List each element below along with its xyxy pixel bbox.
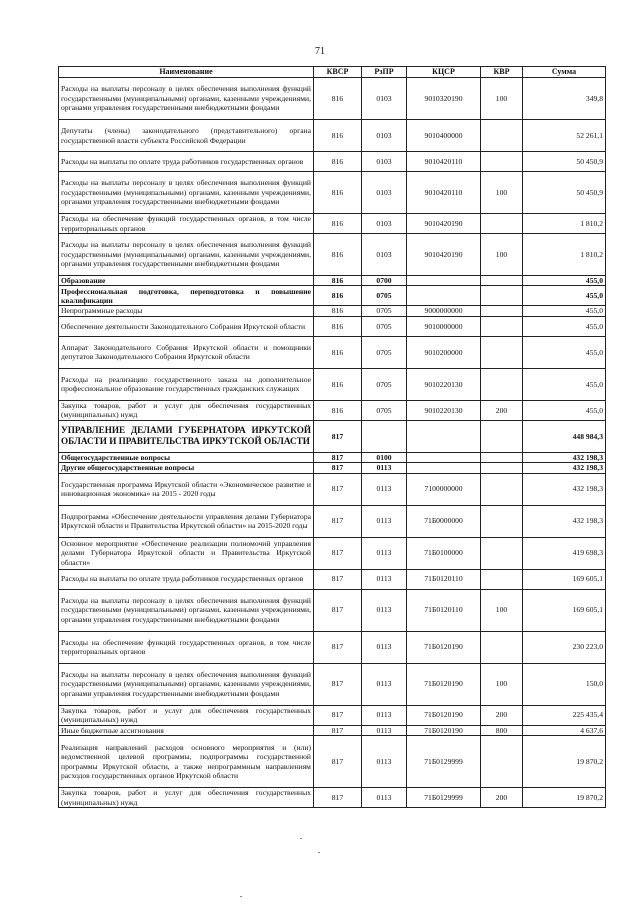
- cell-kvsr: 817: [314, 452, 362, 462]
- cell-kcsr: 9010420110: [407, 172, 481, 214]
- cell-kvsr: 817: [314, 725, 362, 735]
- cell-rzpr: 0103: [362, 172, 407, 214]
- cell-kcsr: 71Б0120110: [407, 589, 481, 631]
- cell-kvr: [481, 463, 523, 473]
- cell-kvr: 100: [481, 589, 523, 631]
- cell-sum: 432 198,3: [523, 505, 606, 537]
- cell-kvsr: 816: [314, 400, 362, 420]
- cell-rzpr: 0113: [362, 473, 407, 505]
- cell-name: Государственная программа Иркутской области «Экономическое развитие и инновационная экономика» на 2015 - 2020 годы: [59, 473, 314, 505]
- table-row: [59, 420, 606, 452]
- cell-kvsr: 816: [314, 172, 362, 214]
- cell-kvsr: 817: [314, 505, 362, 537]
- table-row: [59, 276, 606, 286]
- cell-kvr: [481, 286, 523, 306]
- cell-kvr: [481, 316, 523, 336]
- cell-kvr: [481, 569, 523, 589]
- cell-kcsr: [407, 463, 481, 473]
- cell-rzpr: 0103: [362, 214, 407, 234]
- cell-sum: 50 450,9: [523, 172, 606, 214]
- cell-kvr: [481, 306, 523, 316]
- table-row: [59, 452, 606, 462]
- cell-kvsr: 817: [314, 537, 362, 569]
- cell-name: Другие общегосударственные вопросы: [59, 463, 314, 473]
- cell-sum: 455,0: [523, 316, 606, 336]
- cell-kvr: [481, 120, 523, 152]
- table-row: [59, 368, 606, 400]
- table-row: [59, 505, 606, 537]
- cell-name: Основное мероприятие «Обеспечение реализации полномочий управления делами Губернатора Иркутской области и Правительства Иркутской области»: [59, 537, 314, 569]
- cell-name: Аппарат Законодательного Собрания Иркутской области и помощники депутатов Законодательного Собрания Иркутской области: [59, 336, 314, 368]
- cell-kvr: 100: [481, 234, 523, 276]
- table-row: [59, 589, 606, 631]
- cell-kcsr: 71Б0129999: [407, 736, 481, 788]
- table-row: [59, 120, 606, 152]
- cell-name: УПРАВЛЕНИЕ ДЕЛАМИ ГУБЕРНАТОРА ИРКУТСКОЙ ОБЛАСТИ И ПРАВИТЕЛЬСТВА ИРКУТСКОЙ ОБЛАСТИ: [59, 420, 314, 452]
- cell-kvr: 800: [481, 725, 523, 735]
- cell-sum: 1 810,2: [523, 234, 606, 276]
- cell-kvsr: 817: [314, 663, 362, 705]
- cell-rzpr: 0705: [362, 306, 407, 316]
- cell-sum: 1 810,2: [523, 214, 606, 234]
- table-row: [59, 172, 606, 214]
- cell-kcsr: 71Б0120190: [407, 725, 481, 735]
- cell-kcsr: [407, 286, 481, 306]
- table-row: [59, 214, 606, 234]
- cell-rzpr: 0113: [362, 537, 407, 569]
- cell-sum: 169 605,1: [523, 589, 606, 631]
- cell-kcsr: 9010220130: [407, 400, 481, 420]
- cell-rzpr: 0700: [362, 276, 407, 286]
- cell-rzpr: 0705: [362, 316, 407, 336]
- cell-kvsr: 817: [314, 705, 362, 725]
- cell-kcsr: 7100000000: [407, 473, 481, 505]
- cell-kcsr: 71Б0129999: [407, 788, 481, 808]
- cell-name: Закупка товаров, работ и услуг для обеспечения государственных (муниципальных) нужд: [59, 788, 314, 808]
- table-row: [59, 569, 606, 589]
- cell-kvsr: 816: [314, 368, 362, 400]
- cell-sum: 432 198,3: [523, 473, 606, 505]
- cell-rzpr: 0113: [362, 736, 407, 788]
- cell-name: Профессиональная подготовка, переподготовка и повышение квалификации: [59, 286, 314, 306]
- cell-kvr: [481, 276, 523, 286]
- cell-kcsr: 9010420190: [407, 214, 481, 234]
- cell-rzpr: 0113: [362, 589, 407, 631]
- cell-kcsr: 71Б0120190: [407, 663, 481, 705]
- cell-rzpr: 0705: [362, 400, 407, 420]
- cell-rzpr: 0113: [362, 725, 407, 735]
- cell-kvr: [481, 152, 523, 172]
- cell-kvsr: 816: [314, 120, 362, 152]
- table-row: [59, 705, 606, 725]
- cell-kvr: 200: [481, 705, 523, 725]
- page-number: 71: [315, 46, 325, 57]
- column-header-sum: Сумма: [523, 67, 606, 78]
- cell-rzpr: 0100: [362, 452, 407, 462]
- table-row: [59, 400, 606, 420]
- cell-rzpr: 0113: [362, 569, 407, 589]
- cell-rzpr: 0113: [362, 505, 407, 537]
- cell-sum: 419 698,3: [523, 537, 606, 569]
- budget-table: [58, 66, 606, 808]
- cell-rzpr: [362, 420, 407, 452]
- cell-kcsr: 71Б0120190: [407, 705, 481, 725]
- cell-name: Расходы на выплаты персоналу в целях обеспечения выполнения функций государственными (муниципальными) органами, казенными учреждениями, органами управления государственными внебюджетными фондами: [59, 234, 314, 276]
- cell-kvsr: 817: [314, 631, 362, 663]
- cell-kvsr: 816: [314, 306, 362, 316]
- cell-rzpr: 0113: [362, 463, 407, 473]
- cell-kvr: 100: [481, 172, 523, 214]
- cell-kcsr: 71Б0100000: [407, 537, 481, 569]
- cell-name: Расходы на реализацию государственного заказа на дополнительное профессиональное образование государственных гражданских служащих: [59, 368, 314, 400]
- cell-sum: 169 605,1: [523, 569, 606, 589]
- column-header-name: Наименование: [59, 67, 314, 78]
- cell-sum: 349,8: [523, 78, 606, 120]
- table-row: [59, 463, 606, 473]
- cell-sum: 455,0: [523, 336, 606, 368]
- cell-rzpr: 0705: [362, 336, 407, 368]
- column-header-kvsr: КВСР: [314, 67, 362, 78]
- cell-kvr: 200: [481, 400, 523, 420]
- cell-sum: 19 870,2: [523, 788, 606, 808]
- table-row: [59, 537, 606, 569]
- cell-kcsr: [407, 276, 481, 286]
- table-row: [59, 631, 606, 663]
- cell-kcsr: 9000000000: [407, 306, 481, 316]
- cell-rzpr: 0113: [362, 788, 407, 808]
- cell-name: Расходы на обеспечение функций государственных органов, в том числе территориальных органов: [59, 631, 314, 663]
- cell-sum: 455,0: [523, 286, 606, 306]
- cell-sum: 19 870,2: [523, 736, 606, 788]
- cell-name: Закупка товаров, работ и услуг для обеспечения государственных (муниципальных) нужд: [59, 705, 314, 725]
- cell-kvr: 100: [481, 663, 523, 705]
- cell-kvsr: 816: [314, 316, 362, 336]
- cell-rzpr: 0113: [362, 663, 407, 705]
- table-header-row: [59, 67, 606, 78]
- cell-kvr: [481, 214, 523, 234]
- cell-kvr: 200: [481, 788, 523, 808]
- cell-kvr: [481, 505, 523, 537]
- table-row: [59, 152, 606, 172]
- cell-rzpr: 0113: [362, 631, 407, 663]
- cell-sum: 150,0: [523, 663, 606, 705]
- table-row: [59, 663, 606, 705]
- table-row: [59, 316, 606, 336]
- cell-name: Расходы на выплаты персоналу в целях обеспечения выполнения функций государственными (муниципальными) органами, казенными учреждениями, органами управления государственными внебюджетными фондами: [59, 78, 314, 120]
- cell-kvsr: 817: [314, 736, 362, 788]
- table-row: [59, 336, 606, 368]
- cell-sum: 230 223,0: [523, 631, 606, 663]
- cell-name: Обеспечение деятельности Законодательного Собрания Иркутской области: [59, 316, 314, 336]
- cell-sum: 225 435,4: [523, 705, 606, 725]
- cell-name: Образование: [59, 276, 314, 286]
- cell-rzpr: 0113: [362, 705, 407, 725]
- cell-kvr: [481, 420, 523, 452]
- cell-kcsr: 71Б0120110: [407, 569, 481, 589]
- cell-kvr: [481, 452, 523, 462]
- cell-name: Расходы на выплаты персоналу в целях обеспечения выполнения функций государственными (муниципальными) органами, казенными учреждениями, органами управления государственными внебюджетными фондами: [59, 589, 314, 631]
- cell-kcsr: 9010420110: [407, 152, 481, 172]
- cell-kcsr: 9010420190: [407, 234, 481, 276]
- table-row: [59, 473, 606, 505]
- cell-sum: 455,0: [523, 368, 606, 400]
- cell-name: Расходы на выплаты персоналу в целях обеспечения выполнения функций государственными (муниципальными) органами, казенными учреждениями, органами управления государственными внебюджетными фондами: [59, 663, 314, 705]
- cell-kvsr: 816: [314, 78, 362, 120]
- cell-kcsr: [407, 452, 481, 462]
- cell-kcsr: 9010320190: [407, 78, 481, 120]
- cell-name: Иные бюджетные ассигнования: [59, 725, 314, 735]
- table-row: [59, 78, 606, 120]
- cell-sum: 455,0: [523, 276, 606, 286]
- cell-kcsr: 9010200000: [407, 336, 481, 368]
- scan-speck: [318, 852, 320, 853]
- cell-sum: 455,0: [523, 306, 606, 316]
- cell-kvsr: 817: [314, 420, 362, 452]
- cell-kvsr: 817: [314, 589, 362, 631]
- cell-kvsr: 816: [314, 336, 362, 368]
- column-header-kcsr: КЦСР: [407, 67, 481, 78]
- cell-name: Непрограммные расходы: [59, 306, 314, 316]
- scan-speck: [300, 838, 302, 839]
- cell-kvsr: 816: [314, 234, 362, 276]
- cell-kvsr: 816: [314, 214, 362, 234]
- cell-name: Реализация направлений расходов основного мероприятия и (или) ведомственной целевой программы, подпрограммы государственной программы Иркутской области, а также непрограммным направлениям расходов государственных органов Иркутской области: [59, 736, 314, 788]
- cell-sum: 432 198,3: [523, 463, 606, 473]
- cell-kcsr: 9010400000: [407, 120, 481, 152]
- cell-name: Подпрограмма «Обеспечение деятельности управления делами Губернатора Иркутской области и Правительства Иркутской области» на 2015-2020 годы: [59, 505, 314, 537]
- cell-name: Расходы на выплаты по оплате труда работников государственных органов: [59, 569, 314, 589]
- column-header-rzpr: РзПР: [362, 67, 407, 78]
- cell-kcsr: 9010220130: [407, 368, 481, 400]
- scan-speck: [240, 896, 242, 897]
- cell-rzpr: 0103: [362, 234, 407, 276]
- table-row: [59, 234, 606, 276]
- cell-kcsr: 71Б0000000: [407, 505, 481, 537]
- table-row: [59, 725, 606, 735]
- cell-kvsr: 817: [314, 788, 362, 808]
- table-body: [59, 78, 606, 808]
- cell-kvsr: 817: [314, 569, 362, 589]
- cell-name: Расходы на обеспечение функций государственных органов, в том числе территориальных органов: [59, 214, 314, 234]
- cell-name: Расходы на выплаты персоналу в целях обеспечения выполнения функций государственными (муниципальными) органами, казенными учреждениями, органами управления государственными внебюджетными фондами: [59, 172, 314, 214]
- cell-kvr: [481, 631, 523, 663]
- cell-name: Расходы на выплаты по оплате труда работников государственных органов: [59, 152, 314, 172]
- table-row: [59, 286, 606, 306]
- cell-kcsr: [407, 420, 481, 452]
- cell-rzpr: 0705: [362, 286, 407, 306]
- column-header-kvr: КВР: [481, 67, 523, 78]
- cell-kvsr: 817: [314, 463, 362, 473]
- cell-rzpr: 0103: [362, 78, 407, 120]
- cell-kvr: 100: [481, 78, 523, 120]
- cell-sum: 432 198,3: [523, 452, 606, 462]
- cell-rzpr: 0103: [362, 152, 407, 172]
- cell-kvsr: 816: [314, 276, 362, 286]
- cell-sum: 455,0: [523, 400, 606, 420]
- cell-name: Закупка товаров, работ и услуг для обеспечения государственных (муниципальных) нужд: [59, 400, 314, 420]
- cell-kvsr: 817: [314, 473, 362, 505]
- cell-kcsr: 9010000000: [407, 316, 481, 336]
- cell-kvsr: 816: [314, 286, 362, 306]
- cell-kvr: [481, 537, 523, 569]
- cell-kvsr: 816: [314, 152, 362, 172]
- cell-kvr: [481, 368, 523, 400]
- cell-kvr: [481, 736, 523, 788]
- cell-name: Депутаты (члены) законодательного (представительного) органа государственной власти субъекта Российской Федерации: [59, 120, 314, 152]
- table-row: [59, 788, 606, 808]
- cell-rzpr: 0103: [362, 120, 407, 152]
- cell-name: Общегосударственные вопросы: [59, 452, 314, 462]
- cell-sum: 50 450,9: [523, 152, 606, 172]
- cell-sum: 448 984,3: [523, 420, 606, 452]
- cell-sum: 52 261,1: [523, 120, 606, 152]
- cell-kcsr: 71Б0120190: [407, 631, 481, 663]
- table-row: [59, 736, 606, 788]
- cell-kvr: [481, 473, 523, 505]
- cell-sum: 4 637,6: [523, 725, 606, 735]
- table-row: [59, 306, 606, 316]
- cell-kvr: [481, 336, 523, 368]
- cell-rzpr: 0705: [362, 368, 407, 400]
